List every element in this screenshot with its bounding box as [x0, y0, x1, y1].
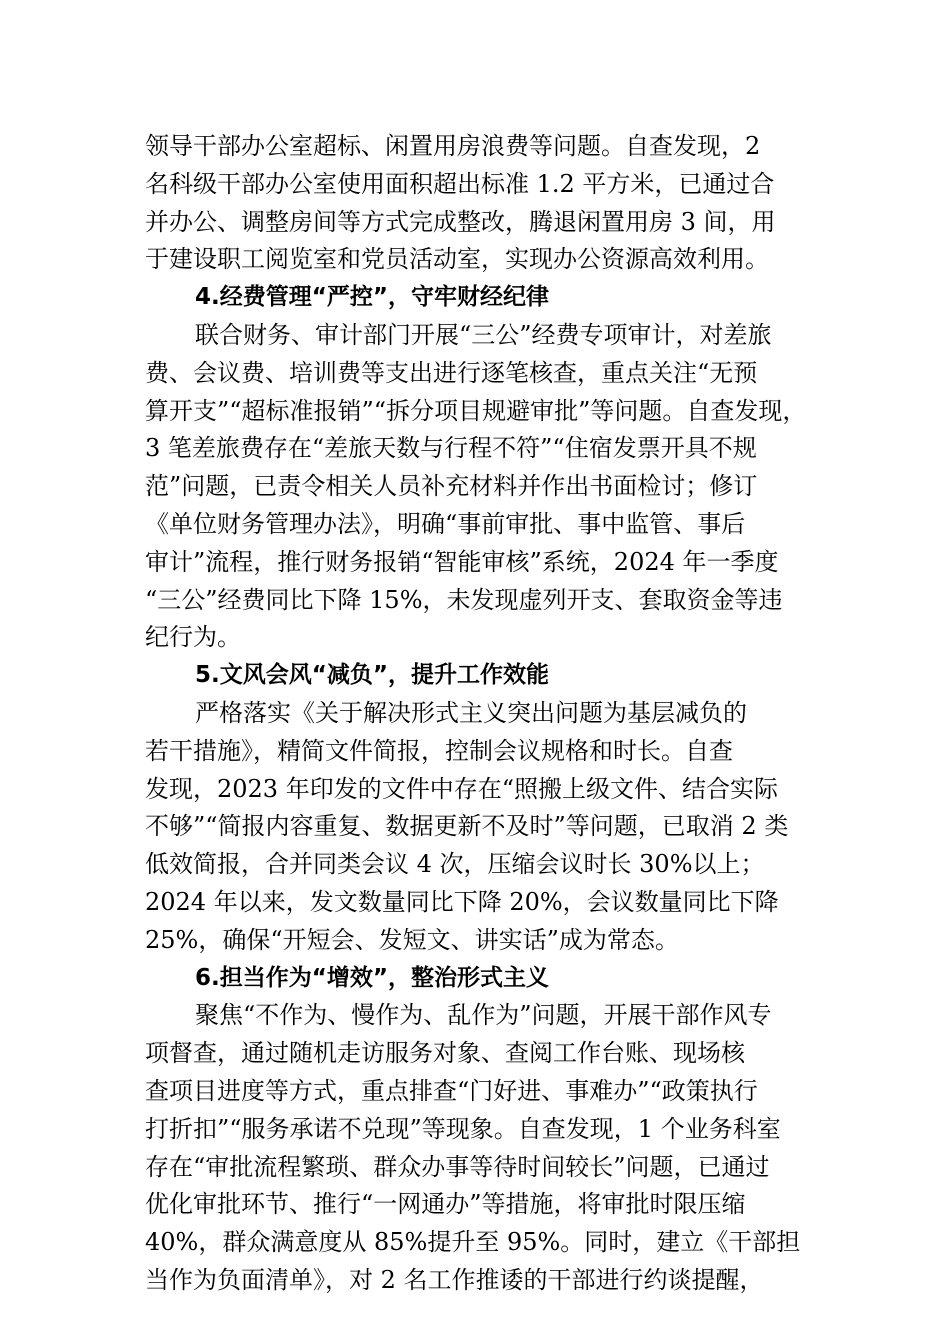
text-line: 查项目进度等方式，重点排查“门好进、事难办”“政策执行	[145, 1076, 758, 1105]
text-line: 聚焦“不作为、慢作为、乱作为”问题，开展干部作风专	[195, 1001, 772, 1030]
text-line: 若干措施》，精简文件简报，控制会议规格和时长。自查	[145, 736, 733, 765]
text-line: 纪行为。	[145, 623, 241, 652]
document-body	[145, 128, 815, 1300]
text-line: 25%，确保“开短会、发短文、讲实话”成为常态。	[145, 925, 679, 954]
text-line: 《单位财务管理办法》，明确“事前审批、事中监管、事后	[145, 509, 746, 538]
text-line: 3 笔差旅费存在“差旅天数与行程不符”“住宿发票开具不规	[145, 434, 757, 463]
text-line: 算开支”“超标准报销”“拆分项目规避审批”等问题。自查发现，	[145, 396, 807, 425]
text-line: 不够”“简报内容重复、数据更新不及时”等问题，已取消 2 类	[145, 812, 789, 841]
text-line: 范”问题，已责令相关人员补充材料并作出书面检讨；修订	[145, 472, 758, 501]
section-heading-text: 5.文风会风“减负”，提升工作效能	[195, 662, 549, 689]
text-line: 打折扣”“服务承诺不兑现”等现象。自查发现，1 个业务科室	[145, 1114, 781, 1143]
paragraph-expense-management	[145, 317, 815, 657]
paragraph-office-space	[145, 128, 815, 279]
text-line: 费、会议费、培训费等支出进行逐笔核查，重点关注“无预	[145, 358, 758, 387]
text-line: 联合财务、审计部门开展“三公”经费专项审计，对差旅	[195, 320, 772, 349]
text-line: 当作为负面清单》，对 2 名工作推诿的干部进行约谈提醒，	[145, 1265, 764, 1294]
section-heading-4	[145, 279, 815, 317]
text-line: 于建设职工阅览室和党员活动室，实现办公资源高效利用。	[145, 245, 769, 274]
text-line: 40%，群众满意度从 85%提升至 95%。同时，建立《干部担	[145, 1228, 801, 1257]
paragraph-accountability	[145, 997, 815, 1299]
paragraph-meeting-style	[145, 695, 815, 960]
text-line: 优化审批环节、推行“一网通办”等措施，将审批时限压缩	[145, 1190, 746, 1219]
text-line: “三公”经费同比下降 15%，未发现虚列开支、套取资金等违	[145, 585, 783, 614]
text-line: 2024 年以来，发文数量同比下降 20%，会议数量同比下降	[145, 887, 779, 916]
text-line: 发现，2023 年印发的文件中存在“照搬上级文件、结合实际	[145, 774, 778, 803]
text-line: 项督查，通过随机走访服务对象、查阅工作台账、现场核	[145, 1039, 745, 1068]
text-line: 严格落实《关于解决形式主义突出问题为基层减负的	[195, 698, 747, 727]
section-heading-text: 4.经费管理“严控”，守牢财经纪律	[195, 284, 549, 311]
text-line: 并办公、调整房间等方式完成整改，腾退闲置用房 3 间，用	[145, 207, 776, 236]
text-line: 存在“审批流程繁琐、群众办事等待时间较长”问题，已通过	[145, 1152, 770, 1181]
text-line: 领导干部办公室超标、闲置用房浪费等问题。自查发现，2	[145, 132, 761, 160]
text-line: 审计”流程，推行财务报销“智能审核”系统，2024 年一季度	[145, 547, 779, 576]
text-line: 名科级干部办公室使用面积超出标准 1.2 平方米，已通过合	[145, 169, 775, 198]
section-heading-text: 6.担当作为“增效”，整治形式主义	[195, 964, 549, 991]
section-heading-6	[145, 960, 815, 998]
text-line: 低效简报，合并同类会议 4 次，压缩会议时长 30%以上；	[145, 850, 765, 879]
section-heading-5	[145, 657, 815, 695]
